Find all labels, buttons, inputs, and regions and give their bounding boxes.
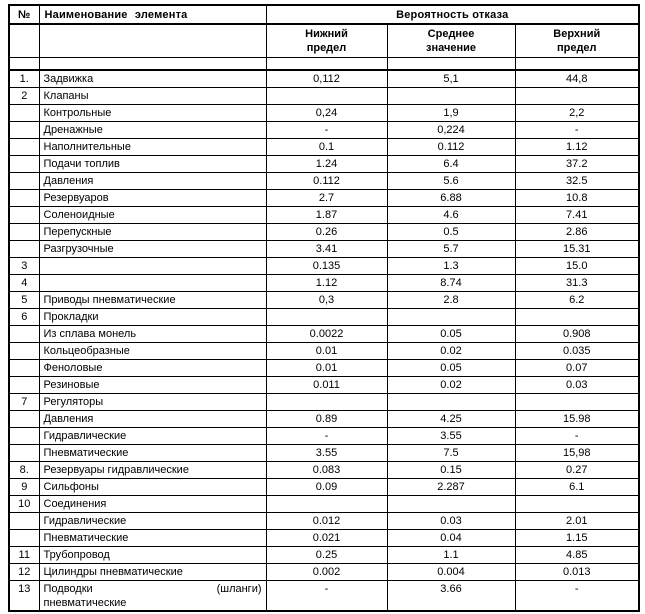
spacer-cell (387, 58, 515, 71)
mean-value-cell (387, 309, 515, 326)
lower-limit-cell: 0.012 (266, 513, 387, 530)
row-number-cell (9, 105, 39, 122)
row-number-cell: 7 (9, 394, 39, 411)
upper-limit-cell: 10.8 (515, 190, 639, 207)
element-name-cell (39, 190, 266, 207)
table-row (9, 343, 639, 360)
element-name-cell (39, 496, 266, 513)
upper-limit-cell: 15.98 (515, 411, 639, 428)
upper-limit-cell: 31.3 (515, 275, 639, 292)
lower-limit-cell: 1.12 (266, 275, 387, 292)
lower-limit-cell: 3.55 (266, 445, 387, 462)
element-name-text: Резервуары гидравлические (43, 464, 189, 476)
upper-limit-cell: 37.2 (515, 156, 639, 173)
table-row (9, 292, 639, 309)
mean-value-cell: 3.66 (387, 581, 515, 612)
header-row-main (9, 5, 639, 24)
element-name-line1 (44, 293, 262, 307)
row-number-cell: 12 (9, 564, 39, 581)
row-number-cell (9, 207, 39, 224)
upper-limit-cell: 2.01 (515, 513, 639, 530)
lower-limit-cell: - (266, 581, 387, 612)
col-header-number: № (9, 5, 39, 24)
lower-limit-cell: 0.002 (266, 564, 387, 581)
row-number-cell: 6 (9, 309, 39, 326)
upper-limit-cell: 1.12 (515, 139, 639, 156)
element-name-line1 (44, 463, 262, 477)
lower-limit-cell: 0.01 (266, 343, 387, 360)
mean-value-cell: 6.4 (387, 156, 515, 173)
lower-limit-cell: 0.25 (266, 547, 387, 564)
element-name-line1 (44, 174, 262, 188)
mean-value-cell: 0.02 (387, 343, 515, 360)
upper-limit-cell: 15.0 (515, 258, 639, 275)
mean-value-cell: 4.25 (387, 411, 515, 428)
element-name-cell (39, 513, 266, 530)
row-number-cell (9, 428, 39, 445)
element-name-text: Дренажные (43, 124, 103, 136)
element-name-cell (39, 564, 266, 581)
element-name-line1 (44, 429, 262, 443)
element-name-cell (39, 377, 266, 394)
element-name-line1 (44, 225, 262, 239)
upper-limit-cell: 2.86 (515, 224, 639, 241)
element-name-line1 (44, 548, 262, 562)
upper-limit-cell: 7.41 (515, 207, 639, 224)
element-name-line1 (44, 446, 262, 460)
subheader-mean-value (387, 24, 515, 58)
element-name-line1 (44, 208, 262, 222)
subheader-lower-limit (266, 24, 387, 58)
row-number-cell (9, 513, 39, 530)
element-name-line1 (44, 395, 262, 409)
subheader-upper-limit-line1: Верхний (553, 28, 601, 40)
element-name-text: Сильфоны (43, 481, 99, 493)
mean-value-cell: 0.02 (387, 377, 515, 394)
element-name-line2: пневматические (43, 597, 127, 609)
element-name-line1 (44, 361, 262, 375)
element-name-text: Из сплава монель (43, 328, 137, 340)
lower-limit-cell: - (266, 428, 387, 445)
failure-probability-table (8, 4, 640, 612)
element-name-text: Клапаны (43, 90, 89, 102)
element-name-text: Разгрузочные (43, 243, 114, 255)
table-row (9, 564, 639, 581)
row-number-cell (9, 326, 39, 343)
lower-limit-cell (266, 496, 387, 513)
element-name-cell (39, 547, 266, 564)
row-number-cell (9, 156, 39, 173)
element-name-line1 (44, 310, 262, 324)
spacer-cell (266, 58, 387, 71)
element-name-line1 (44, 582, 262, 596)
element-name-text: Подводки (43, 583, 93, 595)
upper-limit-cell: 4.85 (515, 547, 639, 564)
lower-limit-cell: 0,112 (266, 70, 387, 88)
element-name-cell (39, 394, 266, 411)
lower-limit-cell: 0.01 (266, 360, 387, 377)
element-name-text: Соединения (43, 498, 107, 510)
element-name-line1 (44, 378, 262, 392)
upper-limit-cell: 0.035 (515, 343, 639, 360)
table-row (9, 530, 639, 547)
lower-limit-cell (266, 309, 387, 326)
lower-limit-cell: 0.1 (266, 139, 387, 156)
table-row (9, 547, 639, 564)
row-number-cell (9, 190, 39, 207)
mean-value-cell (387, 496, 515, 513)
element-name-line1 (44, 480, 262, 494)
element-name-text: Прокладки (43, 311, 99, 323)
lower-limit-cell: 0.083 (266, 462, 387, 479)
element-name-cell (39, 530, 266, 547)
element-name-text: Регуляторы (43, 396, 104, 408)
row-number-cell: 1. (9, 70, 39, 88)
table-row (9, 479, 639, 496)
lower-limit-cell: 0.011 (266, 377, 387, 394)
table-header (9, 5, 639, 70)
element-name-cell (39, 70, 266, 88)
row-number-cell (9, 530, 39, 547)
row-number-cell: 3 (9, 258, 39, 275)
element-name-right-text: (шланги) (216, 583, 262, 595)
element-name-cell (39, 122, 266, 139)
row-number-cell (9, 411, 39, 428)
upper-limit-cell: 0.27 (515, 462, 639, 479)
element-name-cell (39, 462, 266, 479)
row-number-cell (9, 173, 39, 190)
element-name-text: Давления (43, 175, 94, 187)
element-name-line1 (44, 106, 262, 120)
element-name-cell (39, 309, 266, 326)
element-name-cell (39, 360, 266, 377)
table-row (9, 224, 639, 241)
element-name-text: Резервуаров (43, 192, 109, 204)
upper-limit-cell (515, 88, 639, 105)
upper-limit-cell: 2,2 (515, 105, 639, 122)
row-number-cell (9, 360, 39, 377)
table-row (9, 190, 639, 207)
table-row (9, 241, 639, 258)
element-name-text: Пневматические (43, 447, 129, 459)
table-row (9, 70, 639, 88)
table-row (9, 496, 639, 513)
element-name-text: Пневматические (43, 532, 129, 544)
mean-value-cell: 0,224 (387, 122, 515, 139)
upper-limit-cell: - (515, 122, 639, 139)
upper-limit-cell: 32.5 (515, 173, 639, 190)
element-name-line1 (44, 157, 262, 171)
lower-limit-cell: 3.41 (266, 241, 387, 258)
table-body (9, 70, 639, 611)
element-name-text: Подачи топлив (43, 158, 120, 170)
element-name-cell (39, 241, 266, 258)
table-row (9, 377, 639, 394)
table-row (9, 462, 639, 479)
element-name-cell (39, 105, 266, 122)
element-name-text: Соленоидные (43, 209, 115, 221)
element-name-cell (39, 411, 266, 428)
subheader-lower-limit-line2: предел (306, 42, 347, 54)
lower-limit-cell: 0.112 (266, 173, 387, 190)
upper-limit-cell: 15,98 (515, 445, 639, 462)
mean-value-cell: 0.04 (387, 530, 515, 547)
mean-value-cell: 1,9 (387, 105, 515, 122)
mean-value-cell: 5.6 (387, 173, 515, 190)
element-name-cell (39, 428, 266, 445)
table-row (9, 309, 639, 326)
subheader-empty-name (39, 24, 266, 58)
upper-limit-cell: 6.2 (515, 292, 639, 309)
element-name-cell (39, 343, 266, 360)
upper-limit-cell (515, 496, 639, 513)
mean-value-cell: 2.8 (387, 292, 515, 309)
header-row-sub (9, 24, 639, 58)
element-name-text: Феноловые (43, 362, 103, 374)
lower-limit-cell: - (266, 122, 387, 139)
table-row (9, 105, 639, 122)
element-name-line1 (44, 72, 262, 86)
mean-value-cell: 8.74 (387, 275, 515, 292)
lower-limit-cell: 0.135 (266, 258, 387, 275)
lower-limit-cell: 0,24 (266, 105, 387, 122)
lower-limit-cell: 2.7 (266, 190, 387, 207)
table-row (9, 156, 639, 173)
table-row (9, 445, 639, 462)
table-row (9, 139, 639, 156)
element-name-line1 (44, 531, 262, 545)
mean-value-cell: 5,1 (387, 70, 515, 88)
table-row (9, 275, 639, 292)
element-name-cell (39, 173, 266, 190)
mean-value-cell: 6.88 (387, 190, 515, 207)
mean-value-cell (387, 394, 515, 411)
element-name-cell (39, 139, 266, 156)
element-name-line1 (44, 497, 262, 511)
upper-limit-cell (515, 309, 639, 326)
lower-limit-cell: 0.09 (266, 479, 387, 496)
element-name-text: Гидравлические (43, 515, 127, 527)
upper-limit-cell (515, 394, 639, 411)
table-row (9, 428, 639, 445)
element-name-line1 (44, 412, 262, 426)
subheader-mean-value-line2: значение (426, 42, 476, 54)
element-name-line1 (44, 140, 262, 154)
group-header-failure-probability: Вероятность отказа (266, 5, 639, 24)
row-number-cell: 9 (9, 479, 39, 496)
mean-value-cell: 4.6 (387, 207, 515, 224)
element-name-cell (39, 156, 266, 173)
upper-limit-cell: 15.31 (515, 241, 639, 258)
lower-limit-cell: 0,3 (266, 292, 387, 309)
element-name-cell (39, 581, 266, 612)
element-name-cell (39, 479, 266, 496)
element-name-cell (39, 292, 266, 309)
row-number-cell: 5 (9, 292, 39, 309)
upper-limit-cell: 1.15 (515, 530, 639, 547)
element-name-line1 (44, 327, 262, 341)
mean-value-cell: 1.1 (387, 547, 515, 564)
table-row (9, 173, 639, 190)
upper-limit-cell: 0.03 (515, 377, 639, 394)
lower-limit-cell: 0.89 (266, 411, 387, 428)
element-name-text: Контрольные (43, 107, 112, 119)
col-header-element-name: Наименование элемента (39, 5, 266, 24)
subheader-empty-number (9, 24, 39, 58)
mean-value-cell: 0.05 (387, 360, 515, 377)
table-row (9, 411, 639, 428)
mean-value-cell: 2.287 (387, 479, 515, 496)
row-number-cell: 2 (9, 88, 39, 105)
upper-limit-cell: 6.1 (515, 479, 639, 496)
element-name-line1 (44, 123, 262, 137)
table-row (9, 207, 639, 224)
lower-limit-cell (266, 88, 387, 105)
table-row (9, 326, 639, 343)
element-name-line1 (44, 191, 262, 205)
element-name-text: Наполнительные (43, 141, 131, 153)
row-number-cell: 13 (9, 581, 39, 612)
lower-limit-cell: 0.26 (266, 224, 387, 241)
element-name-line1 (44, 514, 262, 528)
mean-value-cell: 7.5 (387, 445, 515, 462)
element-name-text: Резиновые (43, 379, 100, 391)
subheader-mean-value-line1: Среднее (427, 28, 475, 40)
row-number-cell (9, 224, 39, 241)
lower-limit-cell (266, 394, 387, 411)
element-name-text: Кольцеобразные (43, 345, 130, 357)
element-name-cell (39, 445, 266, 462)
mean-value-cell: 0.05 (387, 326, 515, 343)
mean-value-cell: 5.7 (387, 241, 515, 258)
row-number-cell: 4 (9, 275, 39, 292)
element-name-cell (39, 258, 266, 275)
row-number-cell (9, 377, 39, 394)
row-number-cell (9, 241, 39, 258)
mean-value-cell: 0.004 (387, 564, 515, 581)
spacer-cell (9, 58, 39, 71)
lower-limit-cell: 0.021 (266, 530, 387, 547)
lower-limit-cell: 1.87 (266, 207, 387, 224)
lower-limit-cell: 1.24 (266, 156, 387, 173)
table-row (9, 394, 639, 411)
element-name-line1 (44, 344, 262, 358)
element-name-cell (39, 326, 266, 343)
element-name-cell (39, 88, 266, 105)
subheader-upper-limit (515, 24, 639, 58)
mean-value-cell: 0.112 (387, 139, 515, 156)
mean-value-cell (387, 88, 515, 105)
element-name-line1 (44, 565, 262, 579)
subheader-lower-limit-line1: Нижний (305, 28, 348, 40)
element-name-text: Гидравлические (43, 430, 127, 442)
mean-value-cell: 0.5 (387, 224, 515, 241)
element-name-line1 (44, 242, 262, 256)
element-name-text: Цилиндры пневматические (43, 566, 183, 578)
table-row (9, 122, 639, 139)
row-number-cell (9, 445, 39, 462)
element-name-text: Перепускные (43, 226, 112, 238)
element-name-text: Давления (43, 413, 94, 425)
spacer-cell (39, 58, 266, 71)
row-number-cell: 11 (9, 547, 39, 564)
row-number-cell (9, 122, 39, 139)
element-name-text: Трубопровод (43, 549, 110, 561)
element-name-cell (39, 207, 266, 224)
mean-value-cell: 1.3 (387, 258, 515, 275)
upper-limit-cell: 0.013 (515, 564, 639, 581)
mean-value-cell: 3.55 (387, 428, 515, 445)
row-number-cell: 8. (9, 462, 39, 479)
element-name-cell (39, 224, 266, 241)
table-row (9, 581, 639, 612)
element-name-line1 (44, 89, 262, 103)
upper-limit-cell: - (515, 428, 639, 445)
table-row (9, 513, 639, 530)
upper-limit-cell: - (515, 581, 639, 612)
spacer-row (9, 58, 639, 71)
element-name-text: Приводы пневматические (43, 294, 176, 306)
row-number-cell: 10 (9, 496, 39, 513)
element-name-cell (39, 275, 266, 292)
upper-limit-cell: 0.908 (515, 326, 639, 343)
lower-limit-cell: 0.0022 (266, 326, 387, 343)
row-number-cell (9, 343, 39, 360)
upper-limit-cell: 0.07 (515, 360, 639, 377)
table-row (9, 258, 639, 275)
table-row (9, 360, 639, 377)
upper-limit-cell: 44,8 (515, 70, 639, 88)
subheader-upper-limit-line2: предел (556, 42, 597, 54)
mean-value-cell: 0.03 (387, 513, 515, 530)
element-name-text: Задвижка (43, 73, 94, 85)
row-number-cell (9, 139, 39, 156)
table-row (9, 88, 639, 105)
spacer-cell (515, 58, 639, 71)
mean-value-cell: 0.15 (387, 462, 515, 479)
